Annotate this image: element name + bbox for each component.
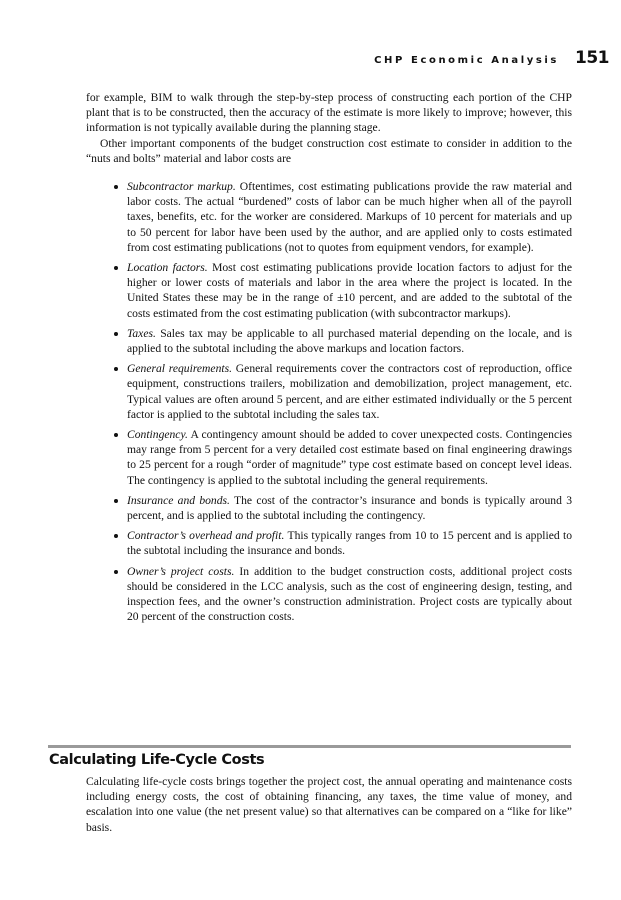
cost-components-list (86, 179, 572, 624)
bullet-icon (114, 433, 118, 437)
list-item-term: Taxes. (127, 326, 156, 340)
list-item (86, 260, 572, 321)
bullet-icon (114, 332, 118, 336)
list-item-term: Subcontractor markup. (127, 180, 236, 194)
page-number: 151 (575, 48, 609, 68)
running-header (374, 48, 609, 68)
list-item-term: General requirements. (127, 362, 232, 376)
list-item (86, 326, 572, 356)
intro-paragraph: Other important components of the budget construction cost estimate to consider in addition to the “nuts and bolts” material and labor costs are (86, 136, 572, 165)
intro-paragraph-continued: for example, BIM to walk through the step-by-step process of constructing each portion of the CHP plant that is to be constructed, then the accuracy of the estimate is more likely to improve; however, this information is not typically available during the planning stage. (86, 91, 572, 135)
list-item-term: Insurance and bonds. (127, 493, 230, 507)
list-item-text: Oftentimes, cost estimating publications provide the raw material and labor costs. The actual “burdened” costs of labor can be much higher when all of the payroll taxes, benefits, etc. for the worker are considered. Markups of 10 percent for materials and up to 50 percent for labor have been used by the author, and are applied only to costs estimated from cost estimating publications (not to quotes from equipment vendors, for example). (127, 180, 572, 254)
running-title: CHP Economic Analysis (374, 55, 559, 66)
list-item-text: A contingency amount should be added to cover unexpected costs. Contingencies may range from 5 percent for a very detailed cost estimate based on final engineering drawings to 25 percent for a rough “order of magnitude” type cost estimate based on concept level ideas. The contingency is applied to the subtotal including the general requirements. (127, 428, 572, 487)
bullet-icon (114, 185, 118, 189)
section-heading: Calculating Life-Cycle Costs (49, 752, 265, 768)
list-item (86, 493, 572, 523)
list-item-term: Location factors. (127, 261, 208, 275)
section-paragraph: Calculating life-cycle costs brings together the project cost, the annual operating and maintenance costs including energy costs, the cost of obtaining financing, any taxes, the time value of money, and escalation into one value (the net present value) so that alternatives can be compared on a “like for like” basis. (86, 775, 572, 834)
list-item (86, 179, 572, 255)
bullet-icon (114, 367, 118, 371)
list-item (86, 427, 572, 488)
section-divider (48, 745, 571, 748)
bullet-icon (114, 534, 118, 538)
list-item-term: Contingency. (127, 428, 188, 442)
list-item (86, 361, 572, 422)
list-item-text: This typically ranges from 10 to 15 percent and is applied to the subtotal including the insurance and bonds. (127, 529, 572, 558)
list-item-text: The cost of the contractor’s insurance and bonds is typically around 3 percent, and is applied to the subtotal including the contingency. (127, 493, 572, 523)
list-item-text: General requirements cover the contractors cost of reproduction, office equipment, constructions trailers, mobilization and demobilization, project management, etc. Typical values are often around 5 percent, and are either estimated individually or the 5 percent factor is applied to the subtotal including the sales tax. (127, 362, 572, 421)
bullet-icon (114, 570, 118, 574)
list-item (86, 528, 572, 558)
bullet-icon (114, 499, 118, 503)
list-item-text: Sales tax may be applicable to all purchased material depending on the locale, and is applied to the subtotal including the above markups and location factors. (127, 326, 572, 356)
bullet-icon (114, 266, 118, 270)
list-item-text: Most cost estimating publications provide location factors to adjust for the higher or lower costs of materials and labor in the area where the project is located. In the United States these may be in the range of ±10 percent, and are added to the subtotal of the costs estimated from the cost estimating publication (with subcontractor markups). (127, 261, 572, 320)
list-item-text: In addition to the budget construction costs, additional project costs should be considered in the LCC analysis, such as the cost of engineering design, testing, and inspection fees, and the owner’s construction administration. Project costs are typically about 20 percent of the construction costs. (127, 564, 572, 624)
list-item (86, 564, 572, 625)
body-text (86, 90, 572, 630)
list-item-term: Contractor’s overhead and profit. (127, 529, 285, 543)
list-item-term: Owner’s project costs. (127, 564, 235, 578)
